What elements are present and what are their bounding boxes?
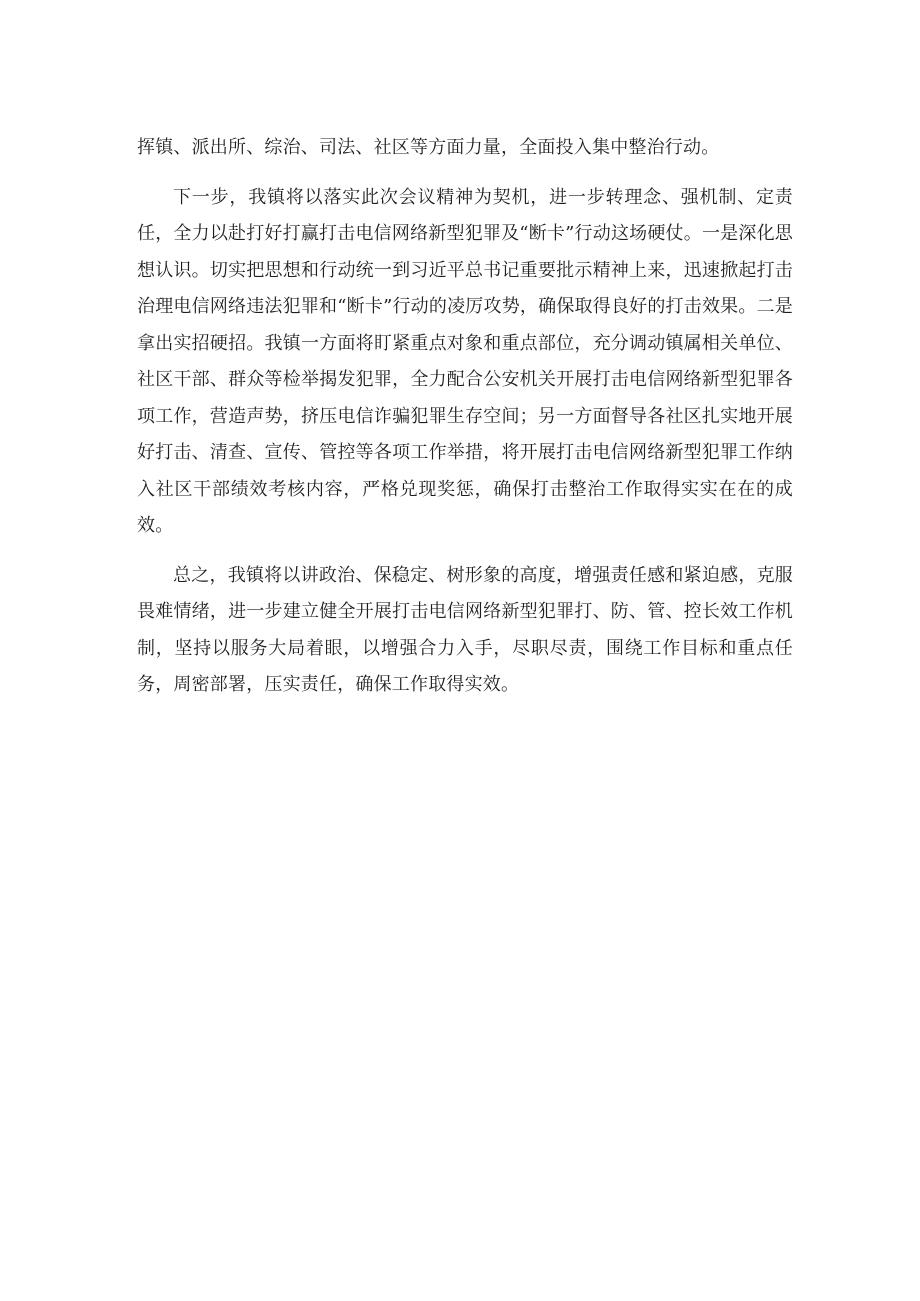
paragraph-3: 总之，我镇将以讲政治、保稳定、树形象的高度，增强责任感和紧迫感，克服畏难情绪，进一步建立健全开展打击电信网络新型犯罪打、防、管、控长效工作机制，坚持以服务大局着眼，以增强合力入手，尽职尽责，围绕工作目标和重点任务，周密部署，压实责任，确保工作取得实效。 (137, 564, 793, 695)
paragraph-1: 挥镇、派出所、综治、司法、社区等方面力量，全面投入集中整治行动。 (137, 137, 720, 158)
paragraph-2: 下一步，我镇将以落实此次会议精神为契机，进一步转理念、强机制、定责任，全力以赴打好打赢打击电信网络新型犯罪及“断卡”行动这场硬仗。一是深化思想认识。切实把思想和行动统一到习近平总书记重要批示精神上来，迅速掀起打击治理电信网络违法犯罪和“断卡”行动的凌厉攻势，确保取得良好的打击效果。二是拿出实招硬招。我镇一方面将盯紧重点对象和重点部位，充分调动镇属相关单位、社区干部、群众等检举揭发犯罪，全力配合公安机关开展打击电信网络新型犯罪各项工作，营造声势，挤压电信诈骗犯罪生存空间；另一方面督导各社区扎实地开展好打击、清查、宣传、管控等各项工作举措，将开展打击电信网络新型犯罪工作纳入社区干部绩效考核内容，严格兑现奖惩，确保打击整治工作取得实实在在的成效。 (137, 186, 793, 536)
document-body (137, 130, 793, 717)
